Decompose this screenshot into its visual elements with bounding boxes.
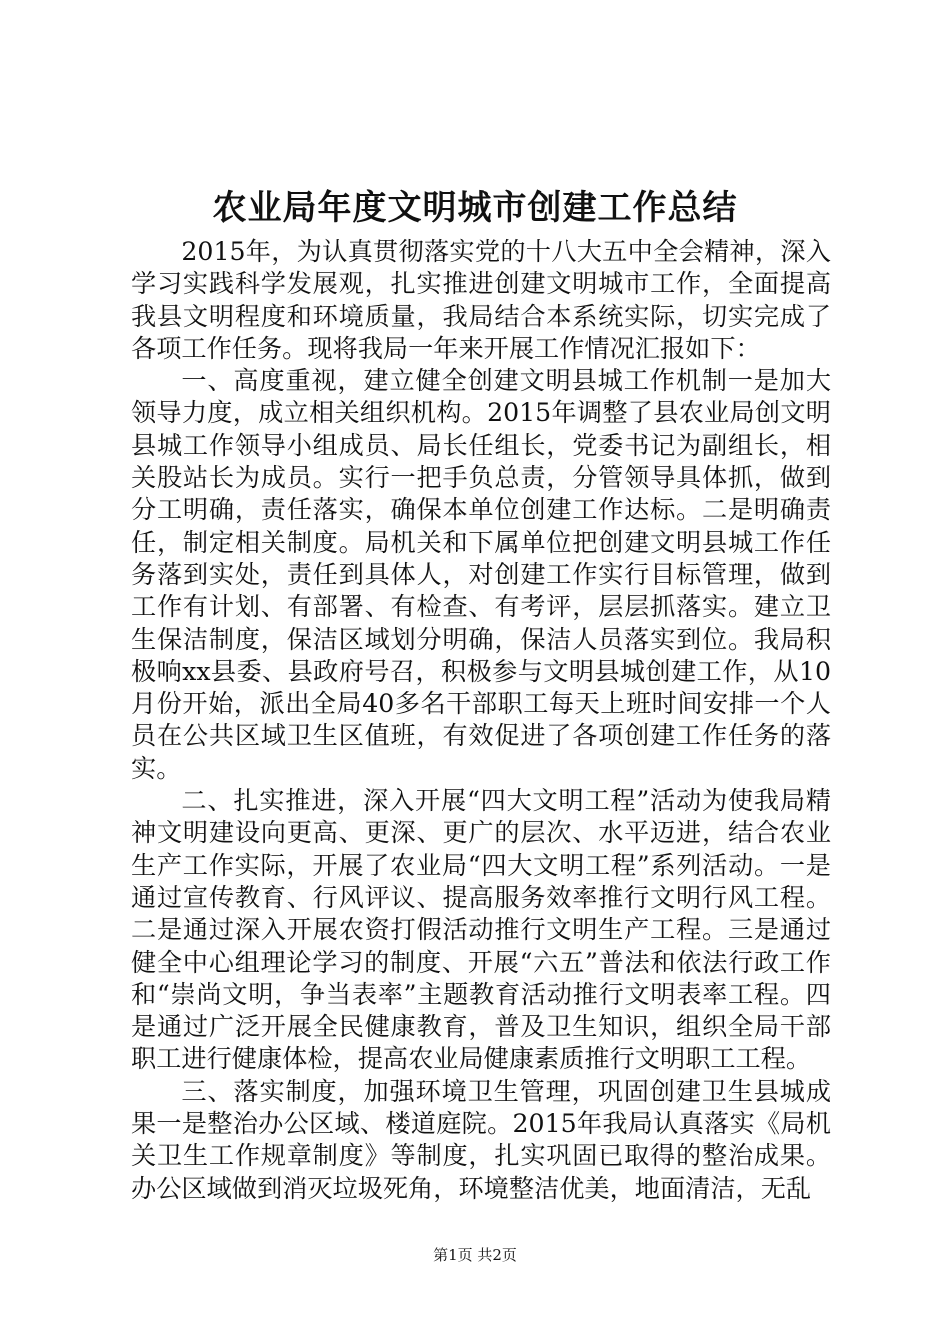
- paragraph-intro: 2015年，为认真贯彻落实党的十八大五中全会精神，深入学习实践科学发展观，扎实推进创建文明城市工作，全面提高我县文明程度和环境质量，我局结合本系统实际，切实完成了各项工作任务。现将我局一年来开展工作情况汇报如下：: [131, 237, 831, 363]
- document-body: [131, 236, 831, 1205]
- paragraph-section-1: 一、高度重视，建立健全创建文明县城工作机制一是加大领导力度，成立相关组织机构。2015年调整了县农业局创文明县城工作领导小组成员、局长任组长，党委书记为副组长，相关股站长为成员。实行一把手负总责，分管领导具体抓，做到分工明确，责任落实，确保本单位创建工作达标。二是明确责任，制定相关制度。局机关和下属单位把创建文明县城工作任务落到实处，责任到具体人，对创建工作实行目标管理，做到工作有计划、有部署、有检查、有考评，层层抓落实。建立卫生保洁制度，保洁区域划分明确，保洁人员落实到位。我局积极响xx县委、县政府号召，积极参与文明县城创建工作，从10月份开始，派出全局40多名干部职工每天上班时间安排一个人员在公共区域卫生区值班，有效促进了各项创建工作任务的落实。: [131, 366, 831, 783]
- paragraph-section-2: 二、扎实推进，深入开展“四大文明工程”活动为使我局精神文明建设向更高、更深、更广的层次、水平迈进，结合农业生产工作实际，开展了农业局“四大文明工程”系列活动。一是通过宣传教育、行风评议、提高服务效率推行文明行风工程。二是通过深入开展农资打假活动推行文明生产工程。三是通过健全中心组理论学习的制度、开展“六五”普法和依法行政工作和“崇尚文明，争当表率”主题教育活动推行文明表率工程。四是通过广泛开展全民健康教育，普及卫生知识，组织全局干部职工进行健康体检，提高农业局健康素质推行文明职工工程。: [131, 786, 831, 1074]
- document-title: 农业局年度文明城市创建工作总结: [212, 188, 738, 228]
- paragraph-section-3: 三、落实制度，加强环境卫生管理，巩固创建卫生县城成果一是整治办公区域、楼道庭院。2015年我局认真落实《局机关卫生工作规章制度》等制度，扎实巩固已取得的整治成果。办公区域做到消灭垃圾死角，环境整洁优美，地面清洁，无乱: [131, 1076, 831, 1203]
- page-footer: 第1页 共2页: [433, 1246, 517, 1264]
